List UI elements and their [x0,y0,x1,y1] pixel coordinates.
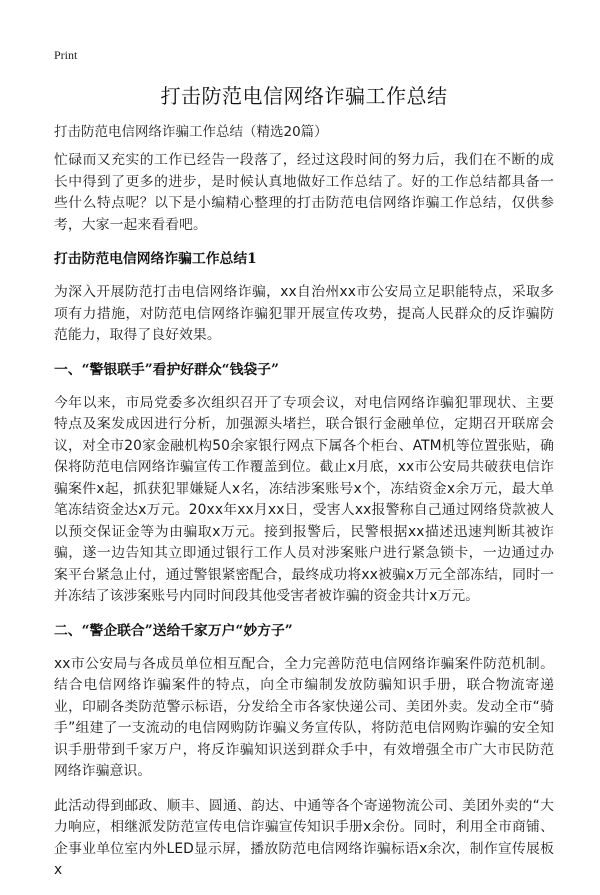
article-heading: 打击防范电信网络诈骗工作总结1 [54,251,257,267]
article-intro-paragraph: 为深入开展防范打击电信网络诈骗，xx自治州xx市公安局立足职能特点，采取多项有力措施，对防范电信网络诈骗犯罪开展宣传攻势，提高人民群众的反诈骗防范能力，取得了良好效果。 [54,284,554,343]
intro-paragraph: 忙碌而又充实的工作已经告一段落了，经过这段时间的努力后，我们在不断的成长中得到了更多的进步，是时候认真地做好工作总结了。好的工作总结都具备一些什么特点呢？以下是小编精心整理的打击防范电信网络诈骗工作总结，仅供参考，大家一起来看看吧。 [54,152,554,233]
section-1-heading: 一、“警银联手”看护好群众“钱袋子” [54,361,279,378]
section-2-paragraph-2: 此活动得到邮政、顺丰、圆通、韵达、中通等各个寄递物流公司、美团外卖的“大力响应，相继派发防范宣传电信诈骗宣传知识手册x余份。同时，利用全市商铺、企事业单位室内外LED显示屏，播放防范电信网络诈骗标语x余次，制作宣传展板x [54,797,554,878]
section-1-paragraph: 今年以来，市局党委多次组织召开了专项会议，对电信网络诈骗犯罪现状、主要特点及案发成因进行分析，加强源头堵拦，联合银行金融单位，定期召开联席会议，对全市20家金融机构50余家银行网点下属各个柜台、ATM机等位置张贴，确保将防范电信网络诈骗宣传工作覆盖到位。截止x月底，xx市公安局共破获电信诈骗案件x起，抓获犯罪嫌疑人x名，冻结涉案账号x个，冻结资金x余万元，最大单笔冻结资金达x万元。20xx年xx月xx日，受害人xx报警称自己通过网络贷款被人以预交保证金等为由骗取x万元。接到报警后，民警根据xx描述迅速判断其被诈骗，遂一边告知其立即通过银行工作人员对涉案账户进行紧急锁卡，一边通过办案平台紧急止付，通过警银紧密配合，最终成功将xx被骗x万元全部冻结，同时一并冻结了该涉案账号内同时间段其他受害者被诈骗的资金共计x万元。 [54,394,554,604]
document-title: 打击防范电信网络诈骗工作总结 [160,84,448,108]
section-2-heading: 二、“警企联合”送给千家万户“妙方子” [54,622,293,639]
section-2-paragraph: xx市公安局与各成员单位相互配合，全力完善防范电信网络诈骗案件防范机制。结合电信网络诈骗案件的特点，向全市编制发放防骗知识手册，联合物流寄递业，印刷各类防范警示标语，分发给全市各家快递公司、美团外卖。发动全市“骑手”组建了一支流动的电信网购防诈骗义务宣传队，将防范电信网购诈骗的安全知识手册带到千家万户，将反诈骗知识送到群众手中，有效增强全市广大市民防范网络诈骗意识。 [54,655,554,779]
print-label: Print [54,48,78,62]
document-subtitle: 打击防范电信网络诈骗工作总结（精选20篇） [54,124,328,140]
document-body [54,150,554,895]
